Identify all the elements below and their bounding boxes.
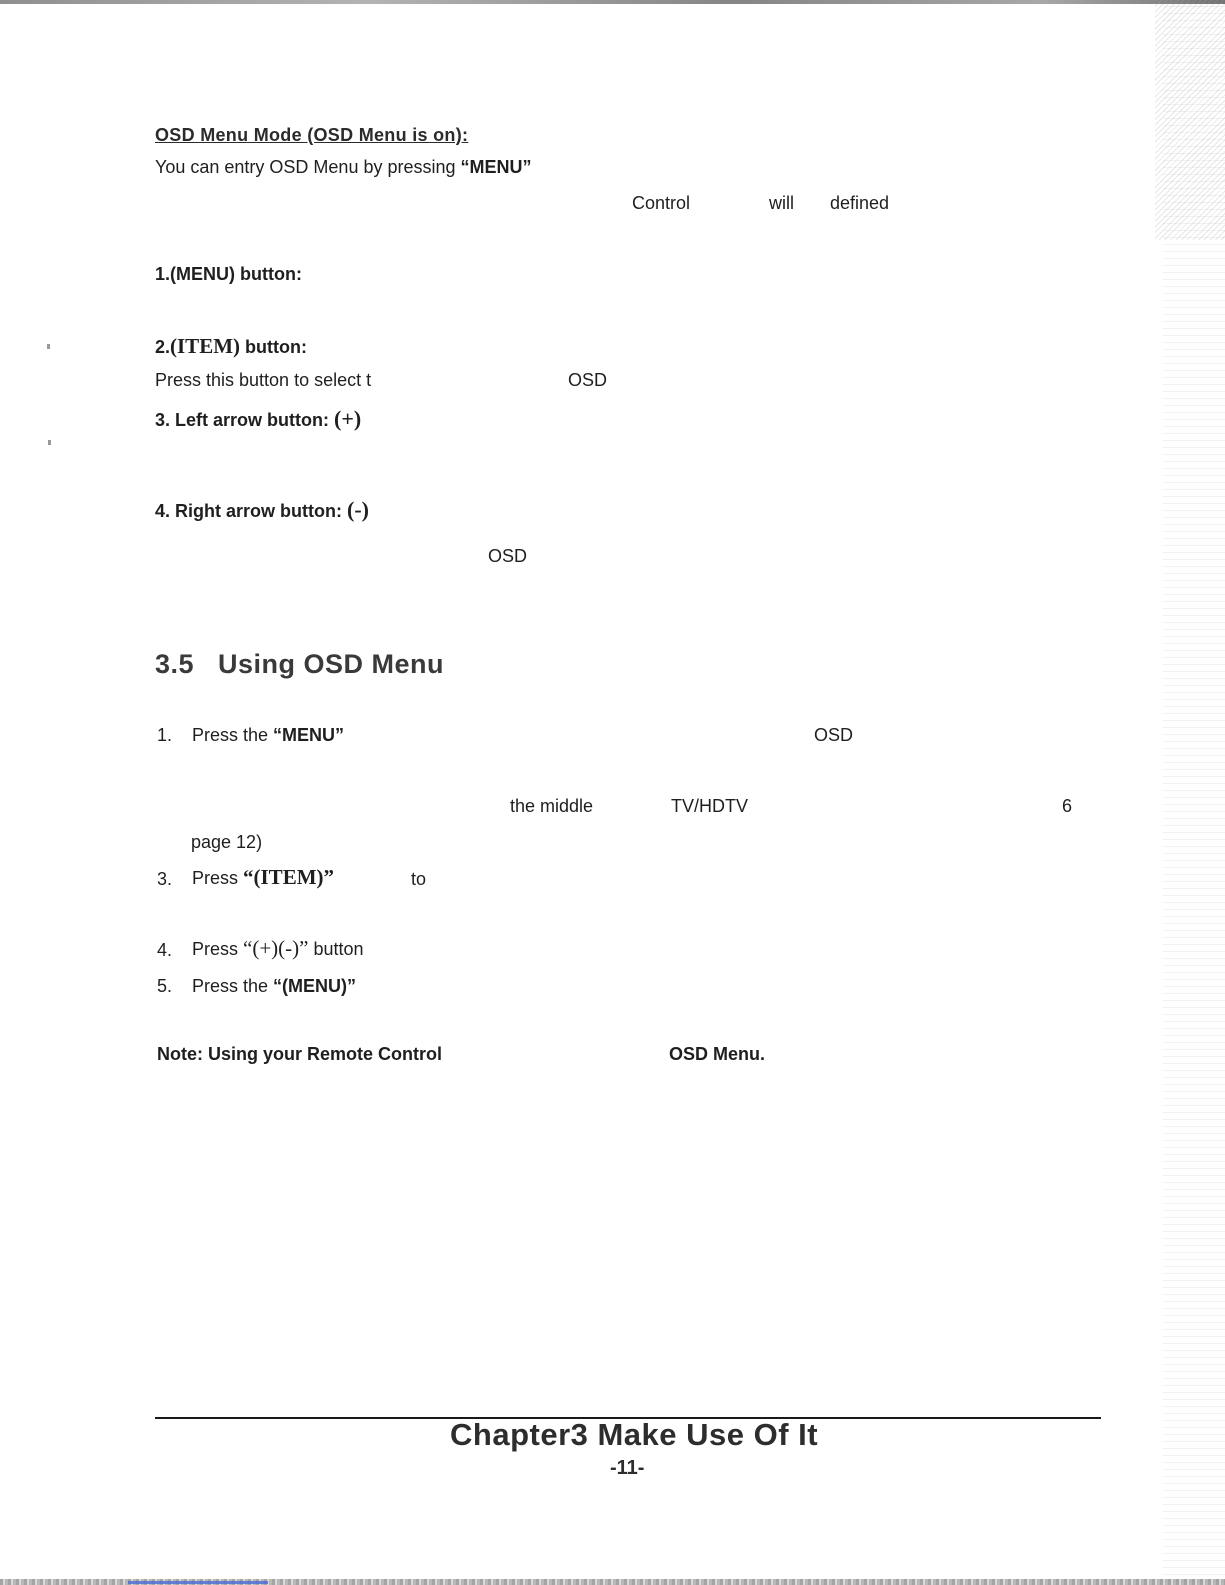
item-button-num: 2. — [155, 337, 171, 357]
item-keyword: (ITEM) — [170, 334, 241, 358]
step-3-to: to — [411, 869, 427, 889]
step-4-text — [192, 937, 364, 960]
right-arrow-desc-osd: OSD — [488, 546, 528, 566]
osd-mode-defined-word: defined — [830, 193, 890, 213]
step-3-text — [192, 866, 334, 889]
step-3-number: 3. — [157, 869, 173, 889]
scan-speck — [48, 440, 51, 445]
step-5-text — [192, 975, 356, 997]
step-5-press: Press the — [192, 976, 274, 996]
step-2-six: 6 — [1062, 796, 1073, 816]
section-title: Using OSD Menu — [218, 649, 445, 679]
osd-mode-line1-text: You can entry OSD Menu by pressing — [155, 157, 461, 177]
item-button-label — [155, 335, 307, 358]
step-5-menu-keyword: “(MENU)” — [273, 976, 357, 996]
section-number: 3.5 — [155, 649, 195, 679]
plus-symbol: (+) — [334, 406, 362, 431]
osd-mode-line1 — [155, 156, 532, 178]
menu-button-label: 1.(MENU) button: — [155, 264, 302, 284]
step-4-number: 4. — [157, 940, 173, 960]
step-3-item-keyword: “(ITEM)” — [243, 865, 335, 889]
osd-mode-will-word: will — [769, 193, 794, 213]
scan-edge-bottom-blue — [128, 1581, 268, 1584]
step-4-press: Press — [192, 939, 244, 959]
footer-chapter-title: Chapter3 Make Use Of It — [450, 1417, 819, 1452]
minus-symbol: (-) — [347, 497, 369, 522]
note-osd-menu: OSD Menu. — [669, 1044, 766, 1064]
left-arrow-label-text: 3. Left arrow button: — [155, 410, 329, 430]
step-2-middle: the middle — [510, 796, 594, 816]
step-1-osd: OSD — [814, 725, 854, 745]
step-1-number: 1. — [157, 725, 173, 745]
step-1-press: Press the — [192, 725, 274, 745]
step-1-menu-keyword: “MENU” — [273, 725, 345, 745]
item-button-desc-osd: OSD — [568, 370, 608, 390]
osd-mode-control-word: Control — [632, 193, 691, 213]
item-button-suffix: button: — [240, 337, 307, 357]
item-button-desc: Press this button to select t — [155, 370, 372, 390]
step-1-text — [192, 724, 344, 746]
right-arrow-button-label — [155, 499, 369, 522]
step-2-tv-hdtv: TV/HDTV — [671, 796, 749, 816]
right-arrow-label-text: 4. Right arrow button: — [155, 501, 342, 521]
step-4-symbols: “(+)(-)” — [243, 936, 309, 960]
step-3-press: Press — [192, 868, 244, 888]
step-5-number: 5. — [157, 976, 173, 996]
scan-speck — [47, 344, 50, 349]
footer-page-number: -11- — [610, 1457, 645, 1479]
scan-noise-right — [1155, 0, 1225, 240]
note-text: Note: Using your Remote Control — [157, 1044, 443, 1064]
step-2-page-ref: page 12) — [191, 832, 263, 852]
step-4-button: button — [308, 939, 364, 959]
left-arrow-button-label — [155, 408, 361, 431]
osd-mode-heading: OSD Menu Mode (OSD Menu is on): — [155, 125, 469, 145]
menu-keyword: “MENU” — [460, 157, 532, 177]
scan-edge-top — [0, 0, 1225, 4]
